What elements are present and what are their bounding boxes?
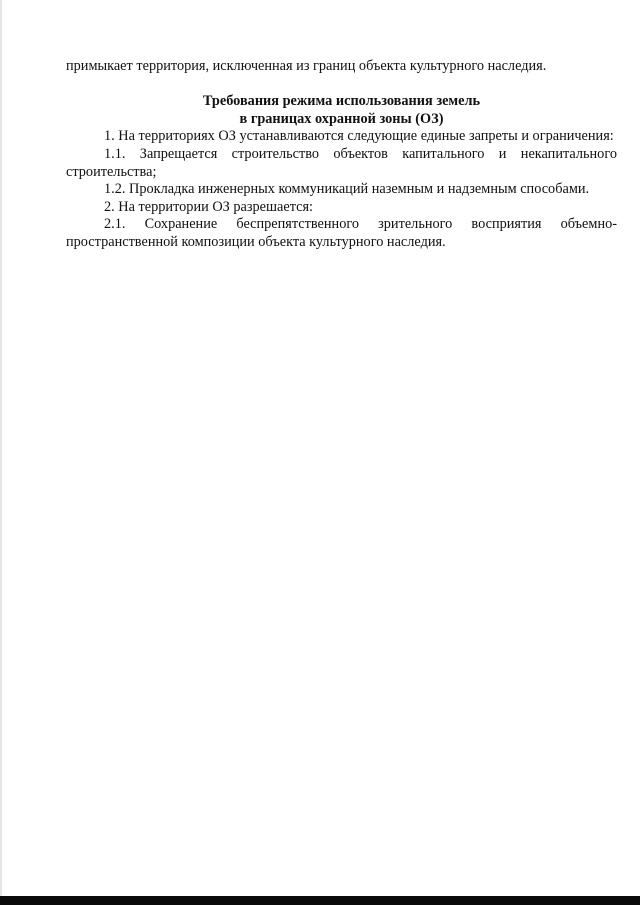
scan-edge — [0, 0, 2, 896]
blank-line — [66, 76, 617, 94]
paragraph-1: 1. На территориях ОЗ устанавливаются следующие единые запреты и ограничения: — [104, 128, 614, 145]
section-heading-line-1: Требования режима использования земель — [202, 93, 481, 110]
paragraph-2: 2. На территории ОЗ разрешается: — [104, 198, 314, 215]
document-body — [66, 58, 617, 252]
intro-line: примыкает территория, исключенная из границ объекта культурного наследия. — [66, 58, 547, 74]
paragraph-1-1: 1.1. Запрещается строительство объектов капитального и некапитального строительства; — [66, 145, 617, 180]
scan-bottom-border — [0, 896, 640, 905]
section-heading-line-2: в границах охранной зоны (ОЗ) — [239, 110, 444, 127]
paragraph-2-1: 2.1. Сохранение беспрепятственного зрительного восприятия объемно-пространственной композиции объекта культурного наследия. — [66, 216, 617, 250]
paragraph-1-2: 1.2. Прокладка инженерных коммуникаций наземным и надземным способами. — [104, 181, 590, 198]
